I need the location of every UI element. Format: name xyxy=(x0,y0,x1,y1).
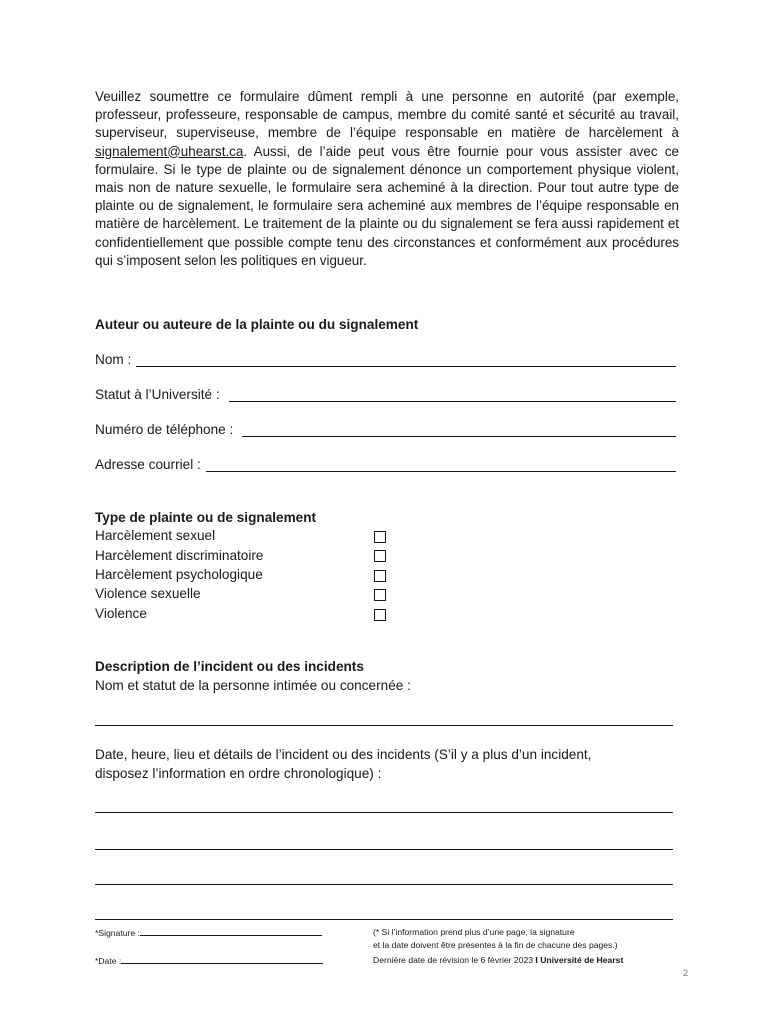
footer-note-line2: et la date doivent être présentes à la fin de chacune des pages.) xyxy=(373,940,618,950)
option-violence-label: Violence xyxy=(95,606,147,621)
details-input-line-1[interactable] xyxy=(95,812,673,813)
intro-text-part1: Veuillez soumettre ce formulaire dûment rempli à une personne en autorité (par exemple, professeur, professeure, responsable de campus, membre du comité santé et sécurité au travail, superviseur, superviseuse, membre de l’équipe responsable en matière de harcèlement à xyxy=(95,89,679,141)
person-concerned-label: Nom et statut de la personne intimée ou concernée : xyxy=(95,678,411,693)
signature-label: *Signature : xyxy=(95,928,140,938)
date-label: *Date : xyxy=(95,956,122,966)
email-input-line[interactable] xyxy=(206,457,676,472)
page-number: 2 xyxy=(683,968,689,978)
phone-field[interactable] xyxy=(95,422,676,437)
option-sexual-harassment-label: Harcèlement sexuel xyxy=(95,528,216,543)
description-section-heading: Description de l’incident ou des incidents xyxy=(95,659,364,674)
email-label: Adresse courriel : xyxy=(95,457,201,472)
option-sexual-violence-checkbox[interactable] xyxy=(374,589,386,601)
intro-text-part2: . Aussi, de l’aide peut vous être fournie pour vous assister avec ce formulaire. Si le type de plainte ou de signalement dénonce un comportement physique violent, mais non de nature sexuelle, le formulaire sera acheminé à la direction. Pour tout autre type de plainte ou de signalement, le formulaire sera acheminé aux membres de l’équipe responsable en matière de harcèlement. Le traitement de la plainte ou du signalement se fera aussi rapidement et confidentiellement que possible compte tenu des circonstances et conformément aux procédures qui s’imposent selon les politiques en vigueur. xyxy=(95,143,679,268)
status-field[interactable] xyxy=(95,387,676,402)
option-sexual-violence-label: Violence sexuelle xyxy=(95,586,201,601)
option-psychological-harassment-checkbox[interactable] xyxy=(374,570,386,582)
footer-note-line1: (* Si l’information prend plus d’une page, la signature xyxy=(373,927,575,937)
details-input-line-3[interactable] xyxy=(95,884,673,885)
date-input-line[interactable] xyxy=(121,954,323,964)
author-section-heading: Auteur ou auteure de la plainte ou du signalement xyxy=(95,317,419,332)
name-field[interactable] xyxy=(95,352,676,367)
option-violence-checkbox[interactable] xyxy=(374,609,386,621)
status-input-line[interactable] xyxy=(229,387,676,402)
email-link[interactable]: signalement@uhearst.ca xyxy=(95,143,244,159)
option-discriminatory-harassment-label: Harcèlement discriminatoire xyxy=(95,548,264,563)
option-psychological-harassment-label: Harcèlement psychologique xyxy=(95,567,263,582)
option-discriminatory-harassment-checkbox[interactable] xyxy=(374,550,386,562)
option-sexual-harassment-checkbox[interactable] xyxy=(374,531,386,543)
phone-label: Numéro de téléphone : xyxy=(95,422,234,437)
details-input-line-4[interactable] xyxy=(95,919,673,920)
intro-paragraph xyxy=(95,88,679,270)
email-field[interactable] xyxy=(95,457,676,472)
type-section-heading: Type de plainte ou de signalement xyxy=(95,510,317,525)
revision-info xyxy=(373,954,623,967)
details-label-line1: Date, heure, lieu et détails de l’incident ou des incidents (S’il y a plus d’un incident, xyxy=(95,747,592,762)
details-label-line2: disposez l’information en ordre chronologique) : xyxy=(95,766,382,781)
name-input-line[interactable] xyxy=(136,352,676,367)
date-field[interactable] xyxy=(95,954,323,968)
name-label: Nom : xyxy=(95,352,132,367)
university-name: I Université de Hearst xyxy=(535,955,624,965)
signature-field[interactable] xyxy=(95,926,322,940)
phone-input-line[interactable] xyxy=(242,422,676,437)
details-input-line-2[interactable] xyxy=(95,849,673,850)
revision-date: Dernière date de révision le 6 février 2023 xyxy=(373,955,536,965)
signature-input-line[interactable] xyxy=(140,926,322,936)
status-label: Statut à l’Université : xyxy=(95,387,220,402)
person-concerned-input-line[interactable] xyxy=(95,725,673,726)
